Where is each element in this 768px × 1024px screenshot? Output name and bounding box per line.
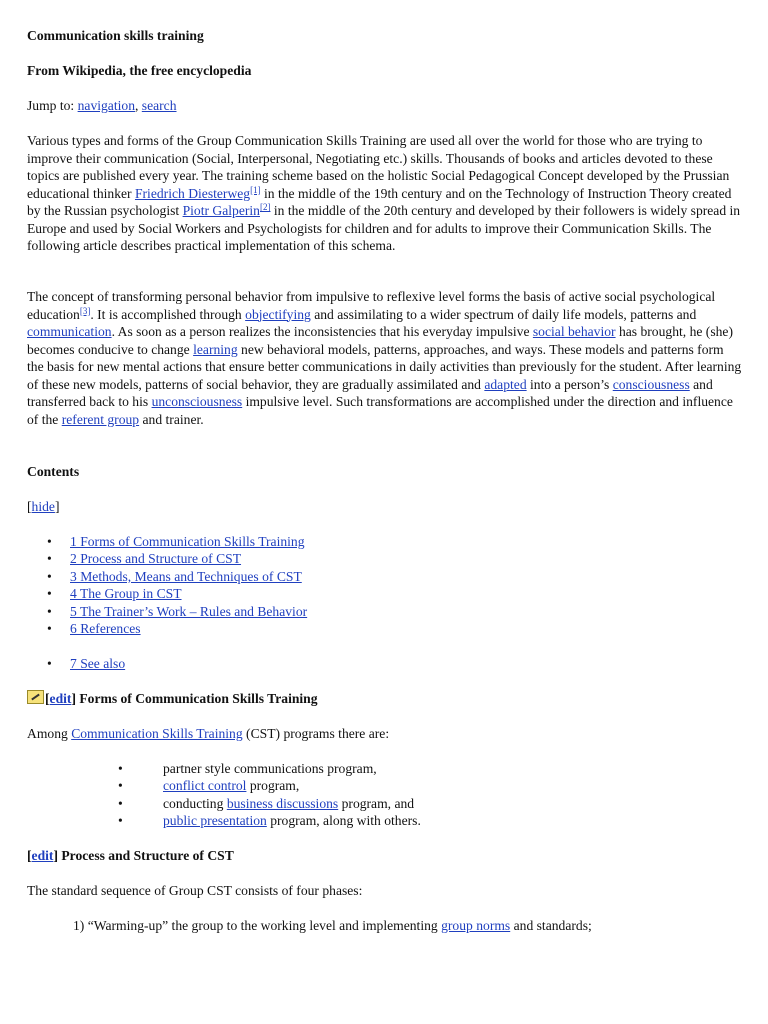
text-span: into a person’s bbox=[526, 376, 613, 392]
toc-list-extra bbox=[27, 655, 125, 672]
bracket: ] bbox=[54, 499, 60, 514]
bracket: [ bbox=[27, 499, 32, 514]
text-span: in the middle of the 19th century and on the Technology of Instruction Theory created by the Russian psychologist bbox=[27, 185, 732, 218]
list-item bbox=[27, 812, 421, 829]
referent-group-link[interactable]: referent group bbox=[61, 411, 140, 427]
search-link[interactable]: search bbox=[141, 98, 177, 113]
text-span: conducting bbox=[163, 795, 227, 811]
text-span: in the middle of the 20th century and developed by their followers is widely spread in Europe and used by Social Workers and Psychologists for children and for adults to improve their Communication Skills. The following article describes practical implementation of this schema. bbox=[27, 203, 741, 253]
ref-1-link[interactable]: [1] bbox=[250, 184, 261, 195]
toc-link-1[interactable]: 1 Forms of Communication Skills Training bbox=[70, 534, 305, 549]
toc-item bbox=[27, 603, 307, 620]
toc-list bbox=[27, 533, 307, 637]
communication-link[interactable]: communication bbox=[27, 324, 112, 339]
social-behavior-link[interactable]: social behavior bbox=[532, 324, 616, 339]
concept-paragraph bbox=[27, 288, 743, 428]
text-span: and assimilating to a wider spectrum of daily life models, patterns and bbox=[310, 306, 697, 322]
list-item bbox=[27, 777, 421, 794]
galperin-link[interactable]: Piotr Galperin bbox=[182, 203, 260, 218]
text-span: partner style communications program, bbox=[163, 761, 377, 776]
phase-1 bbox=[73, 917, 753, 935]
text-span: Various types and forms of the Group Communication Skills Training are used all over the world for those who are trying to improve their communication (Social, Interpersonal, Negotiating etc.) skills. Thousands of books and articles devoted to these topics are published every year. The training scheme based on the holistic Social Pedagogical Concept developed by the Prussian educational thinker bbox=[27, 133, 730, 201]
toc-link-3[interactable]: 3 Methods, Means and Techniques of CST bbox=[70, 568, 302, 584]
section-process-heading: [edit] Process and Structure of CST bbox=[27, 848, 234, 863]
toc-link-4[interactable]: 4 The Group in CST bbox=[70, 586, 182, 602]
text-span: . It is accomplished through bbox=[90, 306, 246, 322]
navigation-link[interactable]: navigation bbox=[77, 98, 135, 113]
process-intro: The standard sequence of Group CST consists of four phases: bbox=[27, 883, 363, 898]
section-forms-heading: [edit] Forms of Communication Skills Training bbox=[27, 690, 743, 708]
jump-separator: , bbox=[135, 98, 142, 113]
text-span: and trainer. bbox=[139, 411, 204, 427]
toc-item bbox=[27, 585, 307, 602]
adapted-link[interactable]: adapted bbox=[484, 376, 527, 392]
edit-section-2-link[interactable]: edit bbox=[31, 848, 54, 863]
cst-programs-list bbox=[27, 760, 421, 830]
text-span: program, and bbox=[338, 795, 415, 811]
text-span: . As soon as a person realizes the inconsistencies that his everyday impulsive bbox=[111, 324, 533, 339]
toc-item bbox=[27, 620, 307, 637]
toc-link-2[interactable]: 2 Process and Structure of CST bbox=[70, 551, 242, 567]
text-span: impulsive level. Such transformations are accomplished under the direction and influence of the bbox=[27, 394, 733, 427]
text-span: has brought, he (she) becomes conducive to change bbox=[27, 324, 733, 357]
text-span: new behavioral models, patterns, approaches, and ways. These models and patterns form the basis for new mental actions that ensure better communications in daily activities than previously for the student. After learning of these new models, patterns of social behavior, they are gradually assimilated and bbox=[27, 341, 742, 392]
list-item bbox=[27, 760, 421, 777]
intro-paragraph bbox=[27, 132, 743, 255]
learning-link[interactable]: learning bbox=[193, 341, 238, 357]
unconsciousness-link[interactable]: unconsciousness bbox=[151, 394, 243, 409]
toc-item bbox=[27, 533, 307, 550]
toc-item bbox=[27, 568, 307, 585]
ref-2-link[interactable]: [2] bbox=[259, 202, 271, 212]
text-span: program, along with others. bbox=[266, 813, 421, 829]
contents-heading: Contents bbox=[27, 464, 80, 479]
section-title: Process and Structure of CST bbox=[57, 848, 234, 863]
consciousness-link[interactable]: consciousness bbox=[612, 376, 690, 392]
pencil-icon bbox=[27, 690, 44, 704]
objectifying-link[interactable]: objectifying bbox=[245, 306, 311, 322]
section-title: Forms of Communication Skills Training bbox=[75, 691, 318, 706]
toc-link-6[interactable]: 6 References bbox=[70, 620, 141, 636]
hide-toc-link[interactable]: hide bbox=[31, 499, 55, 514]
text-span: Among bbox=[27, 726, 72, 741]
toc-link-7[interactable]: 7 See also bbox=[70, 656, 126, 671]
text-span: The concept of transforming personal behavior from impulsive to reflexive level forms the basis of active social psychological education bbox=[27, 289, 716, 322]
diesterweg-link[interactable]: Friedrich Diesterweg bbox=[134, 185, 251, 201]
cst-link[interactable]: Communication Skills Training bbox=[71, 726, 243, 741]
text-span: program, bbox=[246, 778, 300, 794]
page-subtitle: From Wikipedia, the free encyclopedia bbox=[27, 63, 252, 78]
page-title: Communication skills training bbox=[27, 28, 204, 43]
toc-item bbox=[27, 550, 307, 567]
contents-toggle bbox=[27, 498, 743, 516]
group-norms-link[interactable]: group norms bbox=[441, 918, 511, 933]
list-item bbox=[27, 795, 421, 812]
business-discussions-link[interactable]: business discussions bbox=[226, 795, 339, 811]
toc-item bbox=[27, 655, 125, 672]
text-span: and transferred back to his bbox=[27, 376, 713, 409]
jump-links bbox=[27, 97, 743, 115]
text-span: and standards; bbox=[510, 918, 592, 933]
text-span: 1) “Warming-up” the group to the working level and implementing bbox=[73, 918, 442, 933]
edit-section-1-link[interactable]: edit bbox=[49, 691, 72, 706]
ref-3-link[interactable]: [3] bbox=[79, 305, 91, 316]
public-presentation-link[interactable]: public presentation bbox=[163, 813, 267, 829]
conflict-control-link[interactable]: conflict control bbox=[163, 778, 247, 794]
forms-intro bbox=[27, 725, 743, 743]
toc-link-5[interactable]: 5 The Trainer’s Work – Rules and Behavior bbox=[70, 603, 308, 619]
text-span: (CST) programs there are: bbox=[242, 726, 390, 741]
jump-prefix: Jump to: bbox=[27, 98, 78, 113]
